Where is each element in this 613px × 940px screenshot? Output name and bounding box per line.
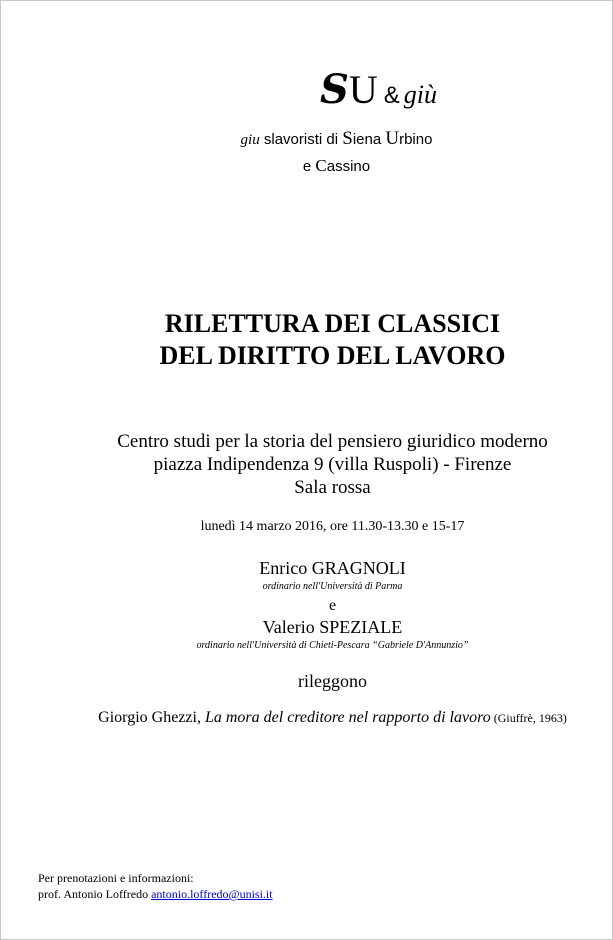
logo-main xyxy=(72,66,613,113)
speaker-affiliation-2: ordinario nell'Università di Chieti-Pescara “Gabriele D'Annunzio” xyxy=(196,640,469,651)
reread-label: rileggono xyxy=(298,671,367,691)
speaker-name-2: Valerio SPEZIALE xyxy=(262,617,403,637)
footer-contact-name: prof. Antonio Loffredo xyxy=(38,887,152,901)
logo-sub-text-b: iena xyxy=(352,131,386,148)
logo-subtitle xyxy=(30,128,613,150)
logo-sub-u: U xyxy=(385,128,400,149)
event-title-line-2: DEL DIRITTO DEL LAVORO xyxy=(159,341,506,370)
logo-sub2-text-b: assino xyxy=(326,158,371,175)
book-author: Giorgio Ghezzi, xyxy=(98,709,205,726)
logo-sub-text-a: slavoristi di xyxy=(259,131,343,148)
logo-u-letter: U xyxy=(348,67,378,112)
speaker-conjunction: e xyxy=(328,597,337,614)
logo-sub-text-c: rbino xyxy=(399,131,433,148)
logo-sub2-text-a: e xyxy=(302,158,316,175)
footer-email-link[interactable]: antonio.loffredo@unisi.it xyxy=(151,887,273,901)
venue-line-2: piazza Indipendenza 9 (villa Ruspoli) - Firenze xyxy=(153,454,512,475)
venue-line-3: Sala rossa xyxy=(294,477,371,498)
event-date: lunedì 14 marzo 2016, ore 11.30-13.30 e 15-17 xyxy=(200,519,465,534)
logo-subtitle-2 xyxy=(30,156,613,176)
logo-ampersand: & xyxy=(383,82,400,109)
logo-giu-word: giù xyxy=(403,80,438,109)
logo-s-letter: S xyxy=(319,66,349,113)
speaker-name-1: Enrico GRAGNOLI xyxy=(259,558,406,578)
book-citation xyxy=(26,709,613,727)
book-title: La mora del creditore nel rapporto di lavoro xyxy=(204,709,491,726)
logo-sub-giu: giu xyxy=(240,132,260,148)
book-publisher: (Giuffrè, 1963) xyxy=(490,711,567,725)
footer-contact xyxy=(38,886,273,903)
venue-line-1: Centro studi per la storia del pensiero giuridico moderno xyxy=(117,431,548,452)
logo-sub2-c: C xyxy=(315,156,327,175)
event-title-line-1: RILETTURA DEI CLASSICI xyxy=(164,309,501,338)
footer-info-label: Per prenotazioni e informazioni: xyxy=(38,871,194,885)
logo-sub-s: S xyxy=(342,128,353,149)
speaker-affiliation-1: ordinario nell'Università di Parma xyxy=(262,581,403,592)
